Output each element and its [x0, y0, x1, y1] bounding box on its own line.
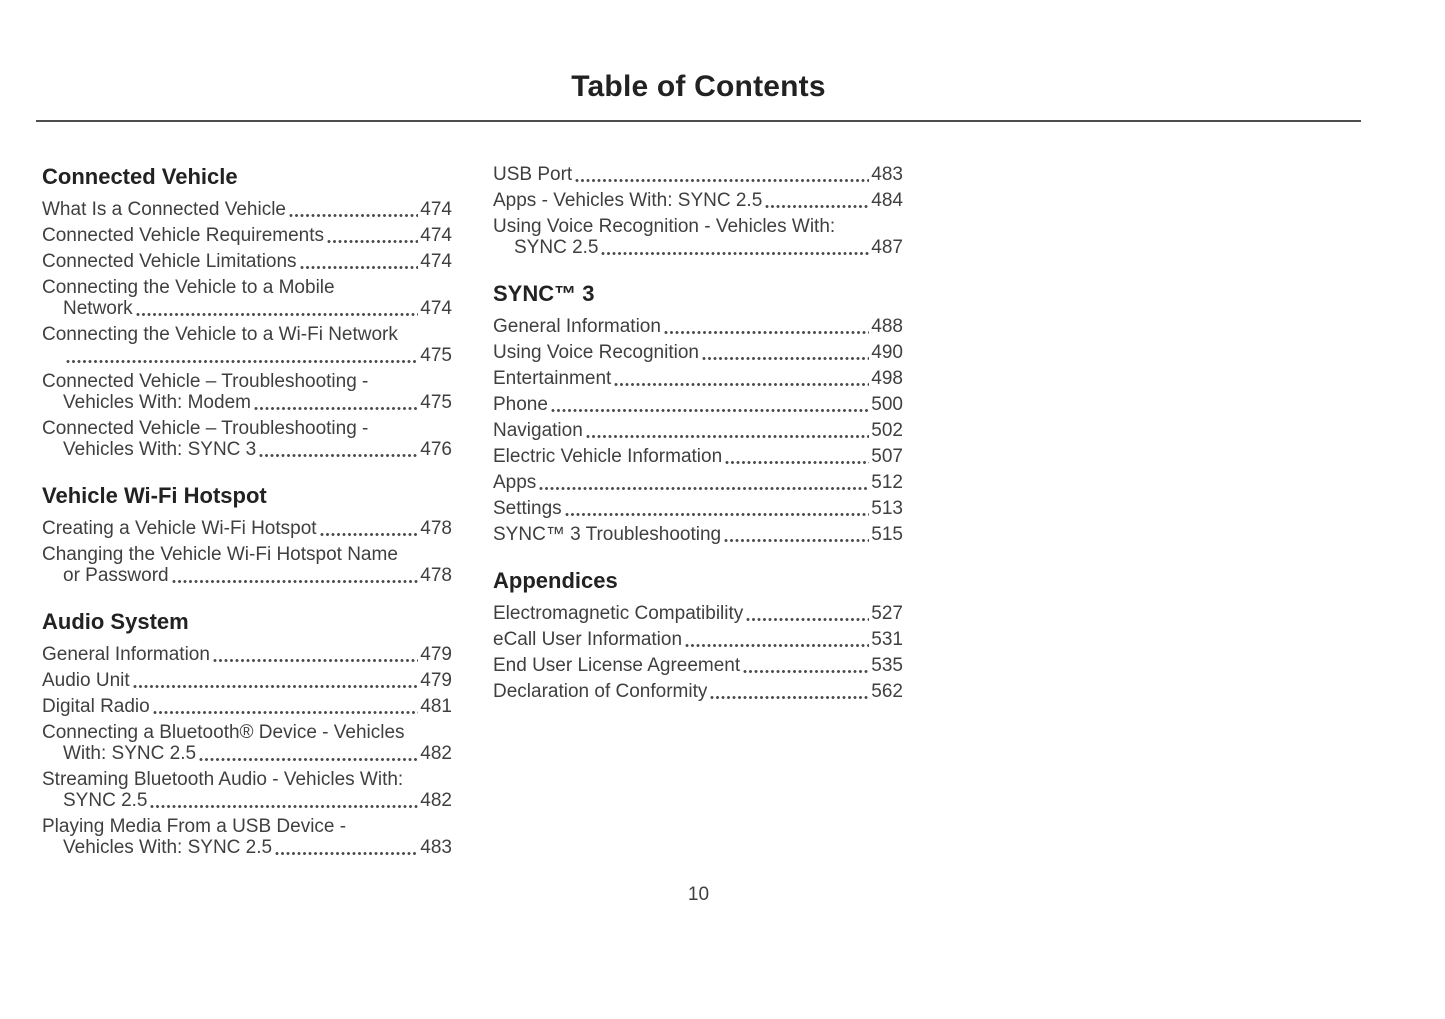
toc-entry-text-line1: Connecting the Vehicle to a Wi-Fi Network	[42, 324, 398, 345]
dot-leader	[746, 617, 869, 622]
toc-page-number: 487	[871, 237, 903, 258]
toc-entry-text: Connected Vehicle Limitations	[42, 251, 297, 272]
toc-page-number: 513	[871, 498, 903, 519]
toc-entry-text: Vehicles With: SYNC 3	[63, 439, 257, 460]
toc-page-number: 535	[871, 655, 903, 676]
section-heading: SYNC™ 3	[493, 281, 595, 306]
toc-entry-text-line1: Connecting the Vehicle to a Mobile	[42, 277, 335, 298]
toc-entry-text: Vehicles With: SYNC 2.5	[63, 837, 273, 858]
toc-page-number: 515	[871, 524, 903, 545]
dot-leader	[150, 804, 418, 809]
toc-entry-text-line1: Playing Media From a USB Device -	[42, 816, 347, 837]
section-heading: Audio System	[42, 609, 189, 634]
toc-page-number: 500	[871, 394, 903, 415]
toc-entry	[42, 251, 452, 272]
toc-entry-row	[493, 472, 903, 493]
toc-entry-text: General Information	[42, 644, 210, 665]
toc-page-number: 562	[871, 681, 903, 702]
dot-leader	[172, 579, 419, 584]
toc-entry-row	[493, 190, 903, 211]
toc-page-number: 507	[871, 446, 903, 467]
toc-columns	[36, 164, 1361, 863]
toc-entry-row	[493, 603, 903, 624]
toc-entry-row	[493, 655, 903, 676]
toc-page-number: 474	[420, 199, 452, 220]
dot-leader	[765, 204, 869, 209]
toc-page-number: 479	[420, 670, 452, 691]
toc-page-number: 481	[420, 696, 452, 717]
dot-leader	[199, 757, 418, 762]
toc-entry-text: eCall User Information	[493, 629, 683, 650]
toc-entry-row	[493, 446, 903, 467]
toc-entry-text-line1: Connected Vehicle – Troubleshooting -	[42, 371, 369, 392]
dot-leader	[539, 486, 869, 491]
toc-entry	[493, 446, 903, 467]
toc-entry-text: Audio Unit	[42, 670, 130, 691]
toc-entry	[493, 681, 903, 702]
toc-entry-text: Navigation	[493, 420, 583, 441]
toc-page-number: 475	[420, 345, 452, 366]
toc-page-number: 474	[420, 225, 452, 246]
toc-entry-text: Using Voice Recognition	[493, 342, 699, 363]
toc-entry-row	[42, 837, 452, 858]
toc-section	[493, 164, 903, 258]
dot-leader	[565, 512, 870, 517]
dot-leader	[327, 239, 418, 244]
toc-page-number: 483	[420, 837, 452, 858]
toc-entry-row	[493, 420, 903, 441]
dot-leader	[136, 312, 419, 317]
dot-leader	[289, 213, 418, 218]
toc-entry-text: Electric Vehicle Information	[493, 446, 723, 467]
toc-entry-text-line1: Connected Vehicle – Troubleshooting -	[42, 418, 369, 439]
dot-leader	[724, 538, 869, 543]
toc-entry-text: SYNC 2.5	[63, 790, 148, 811]
toc-entry-text: Entertainment	[493, 368, 612, 389]
toc-entry-text: General Information	[493, 316, 661, 337]
toc-column-left	[42, 164, 452, 863]
toc-page-number: 482	[420, 743, 452, 764]
dot-leader	[320, 532, 419, 537]
dot-leader	[66, 359, 418, 364]
toc-entry	[493, 164, 903, 185]
toc-entry	[493, 472, 903, 493]
toc-entry	[493, 316, 903, 337]
title-divider	[36, 120, 1361, 122]
toc-entry	[493, 603, 903, 624]
toc-entry-text: SYNC 2.5	[514, 237, 599, 258]
dot-leader	[586, 434, 870, 439]
toc-entry-text: Declaration of Conformity	[493, 681, 708, 702]
toc-page-number: 475	[420, 392, 452, 413]
page-number-footer: 10	[687, 884, 710, 905]
dot-leader	[300, 265, 419, 270]
toc-entry	[42, 644, 452, 665]
toc-entry-text: What Is a Connected Vehicle	[42, 199, 286, 220]
toc-entry	[42, 418, 452, 460]
toc-entry-text: Connected Vehicle Requirements	[42, 225, 325, 246]
toc-entry-text: End User License Agreement	[493, 655, 741, 676]
toc-entry	[42, 696, 452, 717]
toc-entry-row	[42, 565, 452, 586]
dot-leader	[685, 643, 869, 648]
dot-leader	[710, 695, 869, 700]
toc-entry	[493, 420, 903, 441]
toc-page-number: 478	[420, 518, 452, 539]
page-title: Table of Contents	[571, 70, 826, 103]
toc-entry	[42, 324, 452, 366]
toc-entry-text: Digital Radio	[42, 696, 150, 717]
toc-entry	[493, 216, 903, 258]
toc-entry-text: Electromagnetic Compatibility	[493, 603, 744, 624]
toc-entry	[42, 769, 452, 811]
toc-entry-text: Network	[63, 298, 133, 319]
toc-page-number: 484	[871, 190, 903, 211]
toc-entry-row	[42, 439, 452, 460]
toc-entry-text-line1: Using Voice Recognition - Vehicles With:	[493, 216, 836, 237]
toc-entry-row	[42, 251, 452, 272]
toc-entry-text: or Password	[63, 565, 169, 586]
toc-entry-row	[493, 316, 903, 337]
dot-leader	[153, 710, 419, 715]
toc-entry	[493, 342, 903, 363]
toc-entry	[42, 670, 452, 691]
toc-section	[42, 609, 452, 858]
toc-entry-row	[42, 743, 452, 764]
dot-leader	[551, 408, 869, 413]
toc-page-number: 502	[871, 420, 903, 441]
dot-leader	[275, 851, 418, 856]
toc-entry-row	[42, 298, 452, 319]
toc-entry-text: Settings	[493, 498, 562, 519]
dot-leader	[259, 453, 418, 458]
toc-entry-row	[42, 696, 452, 717]
toc-entry-row	[42, 392, 452, 413]
toc-entry-text: Apps - Vehicles With: SYNC 2.5	[493, 190, 763, 211]
dot-leader	[702, 356, 869, 361]
dot-leader	[254, 406, 418, 411]
toc-entry-text-line1: Changing the Vehicle Wi-Fi Hotspot Name	[42, 544, 398, 565]
toc-entry-text: Phone	[493, 394, 548, 415]
toc-page-number: 479	[420, 644, 452, 665]
toc-entry	[42, 544, 452, 586]
toc-entry	[42, 277, 452, 319]
toc-entry-row	[493, 498, 903, 519]
toc-entry	[493, 190, 903, 211]
toc-section	[493, 281, 903, 545]
toc-entry-row	[42, 518, 452, 539]
toc-section	[42, 483, 452, 586]
toc-entry-text: Apps	[493, 472, 537, 493]
dot-leader	[601, 251, 869, 256]
toc-page-number: 482	[420, 790, 452, 811]
dot-leader	[743, 669, 869, 674]
toc-entry-text: Creating a Vehicle Wi-Fi Hotspot	[42, 518, 317, 539]
toc-entry-text: With: SYNC 2.5	[63, 743, 197, 764]
toc-entry-row	[42, 225, 452, 246]
toc-entry-row	[493, 524, 903, 545]
section-heading: Connected Vehicle	[42, 164, 238, 189]
toc-entry	[493, 629, 903, 650]
toc-entry-text: Vehicles With: Modem	[63, 392, 251, 413]
toc-entry	[42, 816, 452, 858]
toc-page-number: 488	[871, 316, 903, 337]
dot-leader	[725, 460, 869, 465]
toc-entry-row	[42, 644, 452, 665]
toc-page-number: 490	[871, 342, 903, 363]
toc-section	[493, 568, 903, 702]
toc-entry	[42, 199, 452, 220]
dot-leader	[575, 178, 869, 183]
toc-entry	[493, 524, 903, 545]
toc-page-number: 527	[871, 603, 903, 624]
toc-entry	[42, 225, 452, 246]
toc-page-number: 512	[871, 472, 903, 493]
toc-entry	[42, 371, 452, 413]
toc-entry-row	[493, 681, 903, 702]
toc-entry-row	[42, 199, 452, 220]
toc-entry	[42, 722, 452, 764]
toc-entry	[42, 518, 452, 539]
dot-leader	[133, 684, 419, 689]
toc-entry	[493, 655, 903, 676]
dot-leader	[614, 382, 869, 387]
toc-page-number: 531	[871, 629, 903, 650]
toc-entry-row	[493, 342, 903, 363]
toc-entry-row	[42, 345, 452, 366]
toc-entry-row	[42, 790, 452, 811]
toc-entry-row	[493, 368, 903, 389]
toc-column-right	[493, 164, 903, 863]
toc-entry-text: SYNC™ 3 Troubleshooting	[493, 524, 722, 545]
toc-page-number: 476	[420, 439, 452, 460]
toc-page-number: 474	[420, 251, 452, 272]
toc-entry-row	[493, 629, 903, 650]
section-heading: Appendices	[493, 568, 618, 593]
toc-entry-text-line1: Connecting a Bluetooth® Device - Vehicles	[42, 722, 405, 743]
toc-entry	[493, 498, 903, 519]
toc-page-number: 498	[871, 368, 903, 389]
toc-page-number: 483	[871, 164, 903, 185]
section-heading: Vehicle Wi-Fi Hotspot	[42, 483, 267, 508]
toc-page-number: 478	[420, 565, 452, 586]
toc-entry	[493, 368, 903, 389]
dot-leader	[213, 658, 418, 663]
toc-entry-text-line1: Streaming Bluetooth Audio - Vehicles With:	[42, 769, 404, 790]
toc-section	[42, 164, 452, 460]
dot-leader	[664, 330, 869, 335]
toc-entry-row	[42, 670, 452, 691]
toc-entry-text: USB Port	[493, 164, 573, 185]
toc-entry-row	[493, 237, 903, 258]
toc-entry-row	[493, 394, 903, 415]
toc-entry	[493, 394, 903, 415]
toc-page-number: 474	[420, 298, 452, 319]
toc-entry-row	[493, 164, 903, 185]
